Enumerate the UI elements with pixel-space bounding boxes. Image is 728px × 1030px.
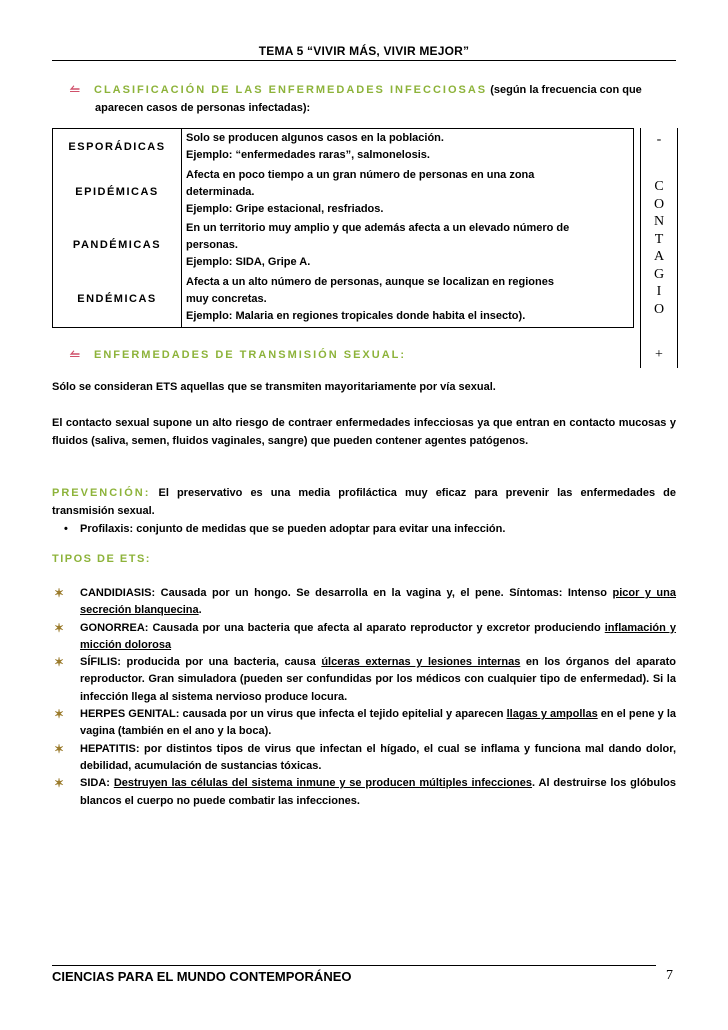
item-text: CANDIDIASIS: Causada por un hongo. Se desarrolla en la vagina y, el pene. Síntomas: Intenso	[80, 587, 613, 599]
table-row	[53, 165, 634, 219]
contagio-letter: N	[653, 214, 665, 229]
item-underlined: inflamación y micción dolorosa	[80, 621, 677, 651]
row-example: Ejemplo: “enfermedades raras”, salmonelosis.	[186, 149, 430, 161]
contagio-side-column	[640, 128, 678, 368]
list-item	[52, 741, 676, 776]
item-text-end: . Al destruirse los glóbulos blancos el cuerpo no puede combatir las infecciones.	[80, 777, 676, 807]
row-example: Ejemplo: SIDA, Gripe A.	[186, 256, 311, 269]
list-item	[52, 654, 676, 706]
item-underlined: picor y una secreción blanquecina	[80, 587, 676, 617]
footer-title: CIENCIAS PARA EL MUNDO CONTEMPORÁNEO	[52, 969, 352, 984]
classification-qualifier-b: aparecen casos de personas infectadas):	[95, 102, 311, 114]
contagio-letter: O	[653, 196, 665, 212]
classification-qualifier-a: (según la frecuencia con que	[490, 84, 642, 96]
swirl-bullet-icon: ⥪	[70, 82, 80, 96]
contagio-letter: C	[654, 179, 664, 194]
ets-types-list	[52, 585, 676, 810]
star-bullet-icon: ✶	[54, 707, 65, 722]
item-underlined: Destruyen las células del sistema inmune y se producen múltiples infecciones	[113, 777, 533, 790]
item-text: SÍFILIS: producida por una bacteria, causa	[80, 656, 322, 669]
page-header-title: TEMA 5 “VIVIR MÁS, VIVIR MEJOR”	[258, 44, 470, 58]
ets-section-heading	[70, 347, 406, 362]
item-text: GONORREA: Causada por una bacteria que afecta al aparato reproductor y excretor produciendo	[80, 621, 605, 634]
row-text: personas.	[186, 239, 238, 252]
swirl-bullet-icon: ⥪	[70, 347, 80, 361]
list-item	[52, 706, 676, 741]
table-row	[53, 273, 634, 328]
types-heading: TIPOS DE ETS:	[52, 553, 151, 565]
row-name: EPIDÉMICAS	[53, 165, 182, 219]
ets-heading-text: ENFERMEDADES DE TRANSMISIÓN SEXUAL:	[94, 349, 407, 361]
list-item	[52, 620, 676, 655]
contagio-letter: A	[653, 249, 665, 264]
ets-paragraph-contact: El contacto sexual supone un alto riesgo de contraer enfermedades infecciosas ya que entran en contacto mucosas y fluidos (saliva, semen, fluidos vaginales, sangre) que pueden contener agentes patógenos.	[52, 417, 676, 447]
row-text: Afecta en poco tiempo a un gran número de personas en una zona	[186, 168, 535, 181]
list-item	[52, 585, 676, 620]
row-example: Ejemplo: Gripe estacional, resfriados.	[186, 202, 384, 215]
profilaxis-bullet	[52, 520, 676, 538]
table-row	[53, 219, 634, 273]
item-text: HERPES GENITAL: causada por un virus que infecta el tejido epitelial y aparecen	[80, 708, 507, 721]
contagio-plus: +	[655, 347, 663, 362]
contagio-letter: O	[653, 301, 665, 317]
row-text: Solo se producen algunos casos en la población.	[186, 132, 444, 144]
star-bullet-icon: ✶	[54, 741, 65, 756]
item-underlined: úlceras externas y lesiones internas	[321, 656, 521, 669]
contagio-dash: -	[656, 132, 662, 147]
row-text: muy concretas.	[186, 293, 267, 306]
prevention-paragraph	[52, 484, 676, 538]
item-text: SIDA:	[80, 777, 114, 790]
row-description	[182, 219, 634, 273]
contagio-letter: T	[654, 231, 664, 247]
item-text-end: en el pene y la vagina (también en el ano y la boca).	[80, 708, 676, 738]
ets-paragraph-definition: Sólo se consideran ETS aquellas que se transmiten mayoritariamente por vía sexual.	[52, 381, 496, 393]
contagio-letters	[641, 178, 677, 318]
classification-heading: CLASIFICACIÓN DE LAS ENFERMEDADES INFECCIOSAS	[94, 84, 488, 96]
item-text-end: en los órganos del aparato reproductor. Gran simuladora (pueden ser confundidas por los médicos con cualquier tipo de enfermedad). Si la infección llega al sistema nervioso produce locura.	[80, 656, 676, 703]
row-example: Ejemplo: Malaria en regiones tropicales donde habita el insecto).	[186, 310, 526, 323]
list-item	[52, 775, 676, 810]
page-number: 7	[666, 968, 673, 983]
row-text: En un territorio muy amplio y que además afecta a un elevado número de	[186, 222, 570, 235]
prevention-label: PREVENCIÓN:	[52, 487, 151, 499]
row-description	[182, 129, 634, 166]
row-name: ENDÉMICAS	[53, 273, 182, 328]
contagio-letter: G	[653, 266, 665, 282]
row-text: determinada.	[186, 185, 255, 198]
row-text: Afecta a un alto número de personas, aunque se localizan en regiones	[186, 276, 554, 289]
footer-divider	[52, 965, 656, 966]
row-description	[182, 165, 634, 219]
star-bullet-icon: ✶	[54, 586, 65, 600]
star-bullet-icon: ✶	[54, 776, 65, 791]
item-text: HEPATITIS: por distintos tipos de virus que infectan el hígado, el cual se inflama y funciona mal dando dolor, debilidad, acumulación de sustancias tóxicas.	[80, 742, 676, 772]
star-bullet-icon: ✶	[54, 620, 65, 635]
table-row	[53, 129, 634, 166]
profilaxis-text: Profilaxis: conjunto de medidas que se pueden adoptar para evitar una infección.	[80, 523, 506, 535]
classification-table	[52, 128, 634, 328]
item-underlined: llagas y ampollas	[506, 708, 598, 721]
row-name: ESPORÁDICAS	[53, 129, 182, 166]
header-divider	[52, 60, 676, 61]
prevention-text: El preservativo es una media profiláctica muy eficaz para prevenir las enfermedades de transmisión sexual.	[52, 487, 676, 517]
row-name: PANDÉMICAS	[53, 219, 182, 273]
classification-intro	[70, 80, 676, 117]
bullet-dot-icon: •	[64, 523, 68, 535]
star-bullet-icon: ✶	[54, 655, 65, 670]
row-description	[182, 273, 634, 328]
contagio-letter: I	[656, 284, 662, 299]
item-text-end: .	[198, 604, 202, 617]
